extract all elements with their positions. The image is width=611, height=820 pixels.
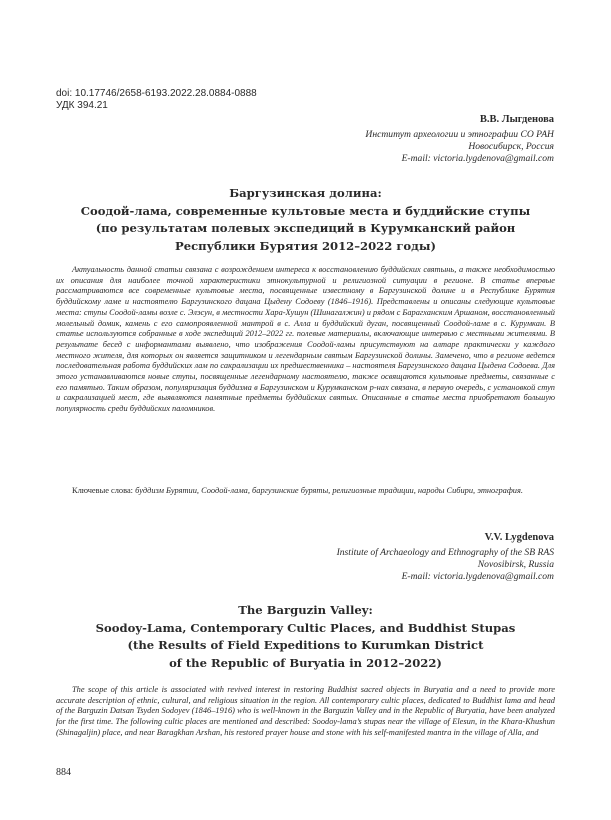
article-meta: [56, 88, 257, 112]
title-en-line: The Barguzin Valley:: [238, 603, 373, 617]
udk: УДК 394.21: [56, 100, 108, 111]
page-number: 884: [56, 767, 71, 778]
abstract-en: The scope of this article is associated with revived interest in restoring Buddhist sacred objects in Buryatia and a need to provide more accurate description of ethnic, cultural, and religious situation in the region. All contemporary cultic places, dedicated to Buddhist lama and head of the Barguzin Datsan Tsyden Sodoyev (1846–1916) who is well-known in the Barguzin Valley and in the Republic of Buryatia, have been analyzed for the first time. The following cultic places are mentioned and described: Soodoy-lama’s stupas near the village of Elesun, in the Khara-Khushun (Shinagaljin) place, and near Baragkhan Arshan, his restored prayer house and stone with his self-manifested mantra in the village of Alla, and: [56, 685, 555, 737]
author-name-en: V.V. Lygdenova: [484, 532, 554, 543]
email-ru: E-mail: victoria.lygdenova@gmail.com: [401, 152, 554, 164]
location-en: Novosibirsk, Russia: [477, 558, 554, 570]
doi: doi: 10.17746/2658-6193.2022.28.0884-0888: [56, 88, 257, 99]
author-block-ru: [365, 113, 554, 164]
author-block-en: [337, 531, 554, 582]
title-en-line: (the Results of Field Expeditions to Kurumkan District: [127, 638, 484, 652]
location-ru: Новосибирск, Россия: [468, 140, 554, 152]
affiliation-ru: Институт археологии и этнографии СО РАН: [365, 129, 554, 140]
title-ru: [56, 185, 555, 255]
keywords-ru: [56, 485, 555, 496]
keywords-text: буддизм Бурятии, Соодой-лама, баргузинские буряты, религиозные традиции, народы Сибири, этнография.: [135, 486, 523, 495]
title-en-line: of the Republic of Buryatia in 2012–2022): [169, 655, 442, 670]
author-name-ru: В.В. Лыгденова: [479, 114, 554, 125]
affiliation-en: Institute of Archaeology and Ethnography of the SB RAS: [336, 547, 554, 558]
abstract-ru: Актуальность данной статьи связана с возрождением интереса к восстановлению буддийских святынь, а также необходимостью их описания для наиболее точной характеристики этнокультурной и религиозной ситуации в регионе. В статье впервые рассматриваются все современные культовые места, посвященные известному в Баргузинской долине и в Республике Бурятия буддийскому ламе и настоятелю Баргузинского дацана Цыдену Содоеву (1846–1916). Представлены и описаны следующие культовые места: ступы Соодой-ламы возле с. Элэсун, в местности Хара-Хушун (Шинагалжин) и рядом с Барагханским Аршаном, восстановленный молельный домик, камень с его самопроявленной мантрой в с. Алла и буддийский дуган, посвященный Соодой-ламе в с. Курумкан. В статье используются собранные в ходе экспедиций 2012–2022 гг. полевые материалы, включающие интервью с местными жителями. В результате бесед с информантами выявлено, что изображения Соодой-ламы присутствуют на алтаре практически у каждого местного жителя, для которых он является защитником и легендарным святым Баргузинской долины. Замечено, что в регионе ведется последовательная работа буддийских лам по сакрализации их предшественника – настоятеля Баргузинского дацана Цыдена Содоева. Для этого устанавливаются новые ступы, посвященные легендарному настоятелю, также освящаются культовые предметы, связанные с его памятью. Таким образом, популяризация буддизма в Баргузинском и Курумканском р-нах связана, в первую очередь, с установкой ступ и сакрализацией мест, где выявляются памятные предметы буддийских святых. Описанные в статье места приобретают большую популярность среди буддийских паломников.: [56, 265, 555, 414]
title-ru-line: Республики Бурятия 2012–2022 годы): [174, 238, 436, 253]
keywords-label: Ключевые слова:: [72, 486, 133, 495]
title-en-line: Soodoy-Lama, Contemporary Cultic Places, and Buddhist Stupas: [95, 620, 516, 635]
title-ru-line: (по результатам полевых экспедиций в Курумканский район: [95, 221, 516, 235]
title-en: [56, 602, 555, 672]
title-ru-line: Соодой-лама, современные культовые места и буддийские ступы: [80, 203, 531, 218]
email-en: E-mail: victoria.lygdenova@gmail.com: [401, 570, 554, 582]
title-ru-line: Баргузинская долина:: [229, 186, 382, 200]
